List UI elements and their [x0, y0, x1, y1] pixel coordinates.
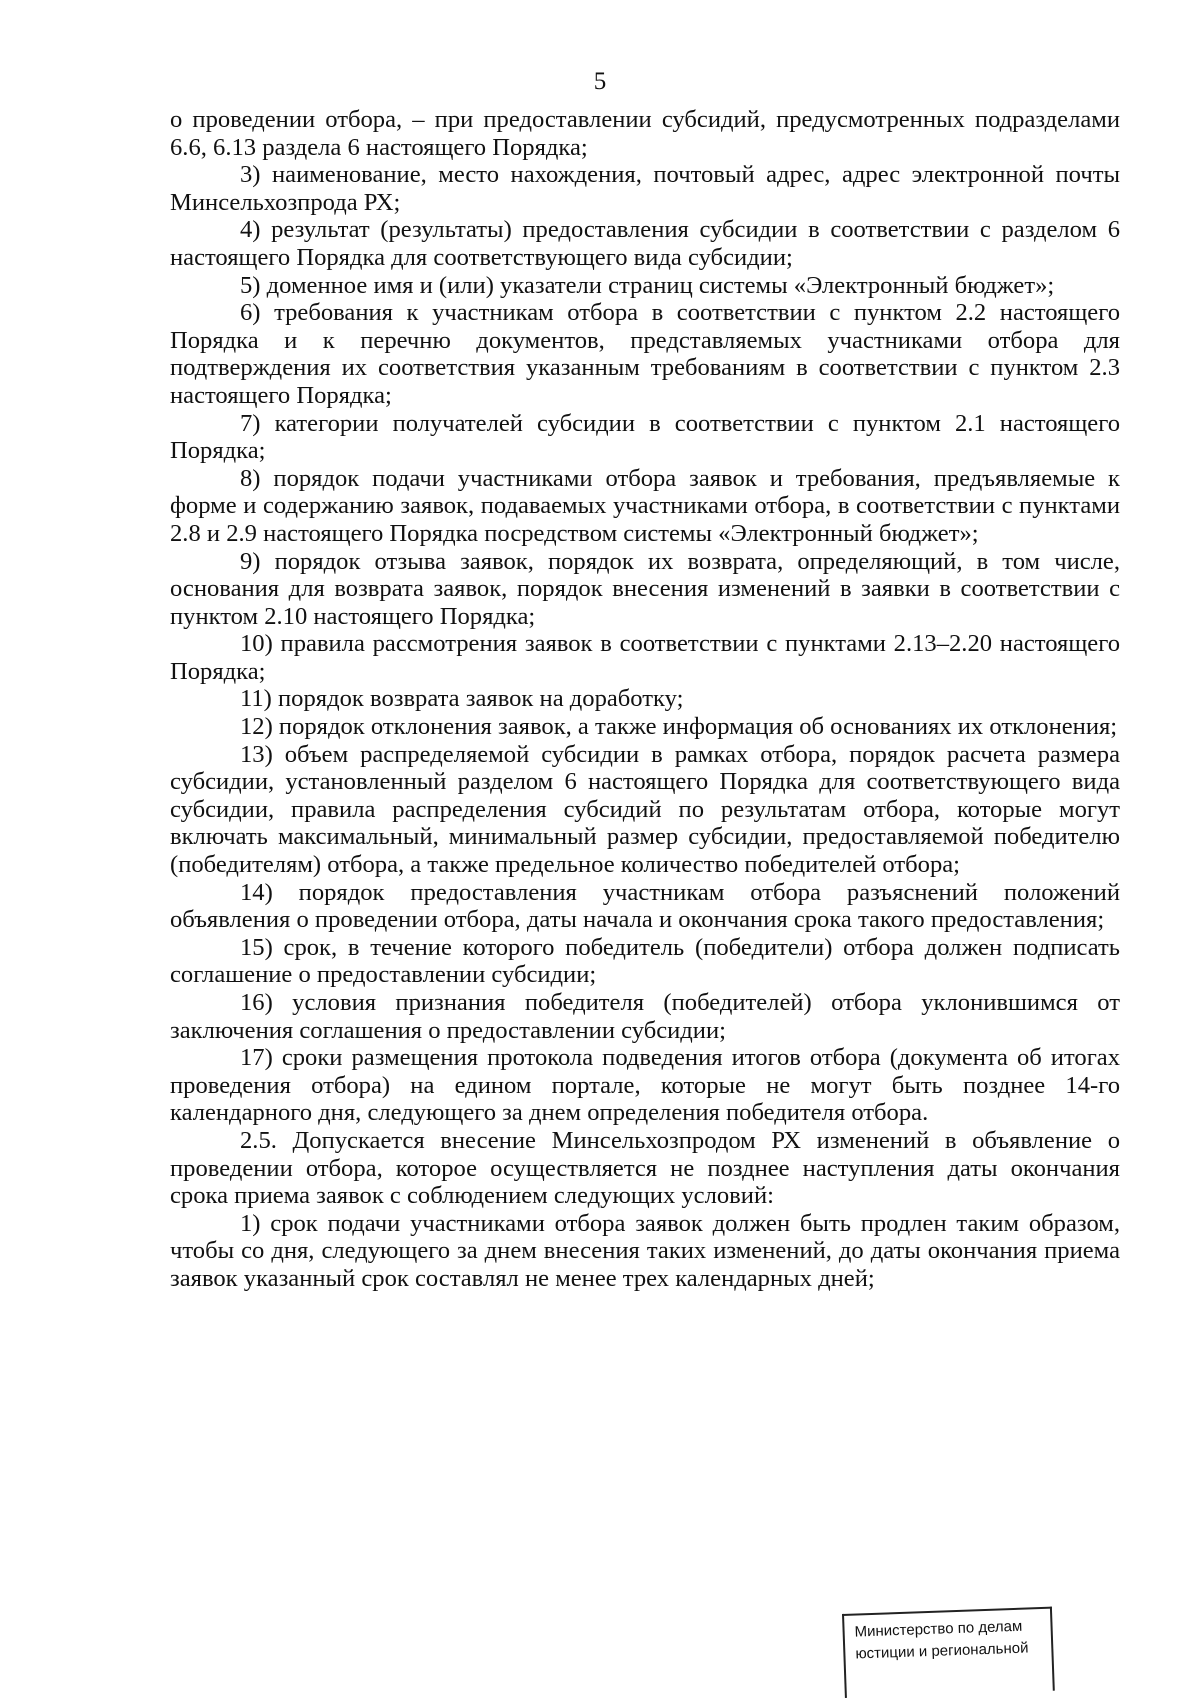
list-item: 4) результат (результаты) предоставления субсидии в соответствии с разделом 6 настоящего Порядка для соответствующего вида субсидии; [170, 216, 1120, 271]
list-item: 17) сроки размещения протокола подведения итогов отбора (документа об итогах проведения отбора) на едином портале, которые не могут быть позднее 14-го календарного дня, следующего за днем определения победителя отбора. [170, 1044, 1120, 1127]
list-item: 5) доменное имя и (или) указатели страниц системы «Электронный бюджет»; [240, 271, 1055, 299]
list-item: 13) объем распределяемой субсидии в рамках отбора, порядок расчета размера субсидии, установленный разделом 6 настоящего Порядка для соответствующего вида субсидии, правила распределения субсидий по результатам отбора, которые могут включать максимальный, минимальный размер субсидии, предоставляемой победителю (победителям) отбора, а также предельное количество победителей отбора; [170, 740, 1120, 879]
list-item: 12) порядок отклонения заявок, а также информация об основаниях их отклонения; [240, 713, 1118, 741]
list-item: 15) срок, в течение которого победитель (победители) отбора должен подписать соглашение о предоставлении субсидии; [170, 933, 1120, 989]
document-body [170, 106, 1120, 1293]
stamp-line: юстиции и региональной [855, 1639, 1029, 1663]
list-item: 6) требования к участникам отбора в соответствии с пунктом 2.2 настоящего Порядка и к перечню документов, представляемых участниками отбора для подтверждения их соответствия указанным требованиям в соответствии с пунктом 2.3 настоящего Порядка; [170, 299, 1120, 409]
list-item: 8) порядок подачи участниками отбора заявок и требования, предъявляемые к форме и содержанию заявок, подаваемых участниками отбора, в соответствии с пунктами 2.8 и 2.9 настоящего Порядка посредством системы «Электронный бюджет»; [170, 464, 1120, 547]
list-item: 11) порядок возврата заявок на доработку; [240, 685, 684, 713]
section-paragraph: 2.5. Допускается внесение Минсельхозпродом РХ изменений в объявление о проведении отбора, которое осуществляется не позднее наступления даты окончания срока приема заявок с соблюдением следующих условий: [170, 1126, 1120, 1210]
page-number: 5 [593, 68, 607, 95]
stamp-line: Министерство по делам [854, 1617, 1023, 1641]
list-item: 14) порядок предоставления участникам отбора разъяснений положений объявления о проведении отбора, даты начала и окончания срока такого предоставления; [170, 878, 1120, 934]
list-item: 1) срок подачи участниками отбора заявок должен быть продлен таким образом, чтобы со дня, следующего за днем внесения таких изменений, до даты окончания приема заявок указанный срок составлял не менее трех календарных дней; [170, 1209, 1120, 1292]
list-item: 10) правила рассмотрения заявок в соответствии с пунктами 2.13–2.20 настоящего Порядка; [170, 630, 1120, 685]
list-item: 9) порядок отзыва заявок, порядок их возврата, определяющий, в том числе, основания для возврата заявок, порядок внесения изменений в заявки в соответствии с пунктом 2.10 настоящего Порядка; [170, 547, 1120, 630]
paragraph: о проведении отбора, – при предоставлении субсидий, предусмотренных подразделами 6.6, 6.13 раздела 6 настоящего Порядка; [170, 106, 1120, 161]
ministry-stamp [842, 1607, 1055, 1698]
list-item: 16) условия признания победителя (победителей) отбора уклонившимся от заключения соглашения о предоставлении субсидии; [170, 989, 1120, 1044]
list-item: 7) категории получателей субсидии в соответствии с пунктом 2.1 настоящего Порядка; [170, 409, 1120, 465]
list-item: 3) наименование, место нахождения, почтовый адрес, адрес электронной почты Минсельхозпрода РХ; [170, 161, 1120, 216]
